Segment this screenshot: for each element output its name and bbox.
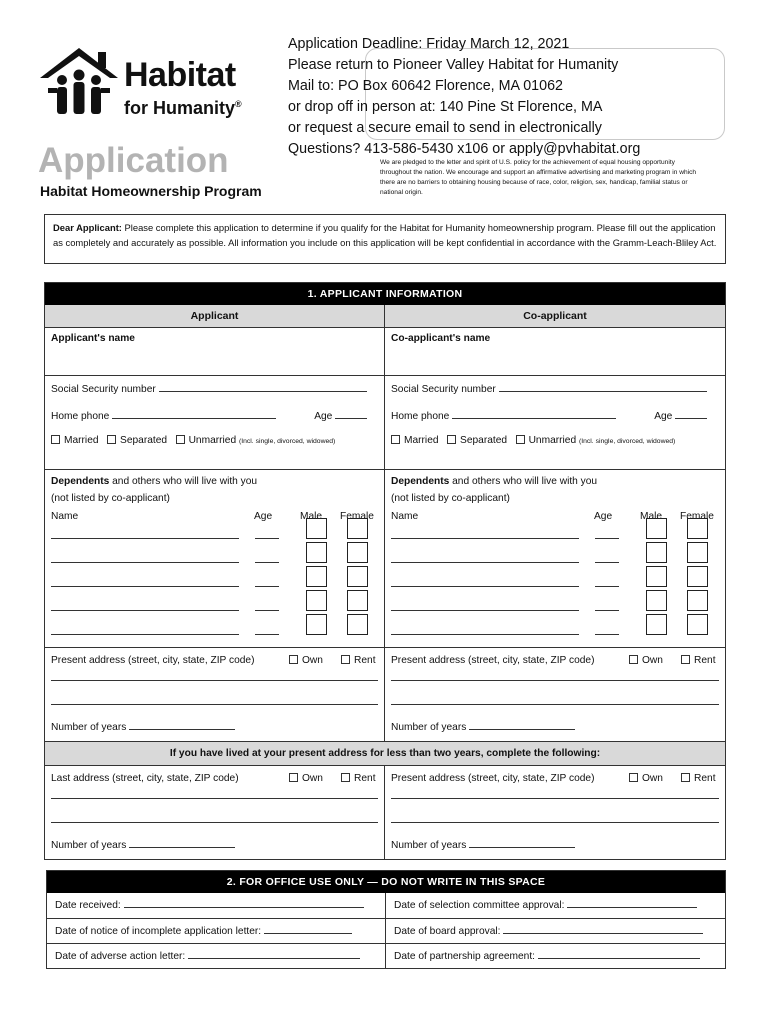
unmarried-label: Unmarried (188, 435, 237, 446)
applicant-dependents-table (51, 506, 378, 646)
dependent-female-checkbox[interactable] (347, 566, 368, 587)
married-label: Married (64, 435, 99, 446)
dependent-male-checkbox[interactable] (646, 566, 667, 587)
applicant-age-label: Age (314, 411, 333, 422)
dependent-female-checkbox[interactable] (687, 542, 708, 563)
date-notice-label: Date of notice of incomplete application letter: (55, 926, 262, 937)
dependent-name-input[interactable] (391, 562, 579, 563)
years-label: Number of years (391, 840, 467, 851)
page-subtitle: Habitat Homeownership Program (40, 183, 262, 199)
unmarried-label: Unmarried (528, 435, 577, 446)
rent-label: Rent (694, 655, 716, 666)
rent-label: Rent (354, 655, 376, 666)
dependent-male-checkbox[interactable] (646, 518, 667, 539)
dep-age-header: Age (254, 511, 273, 522)
dependent-name-input[interactable] (391, 634, 579, 635)
separated-label: Separated (460, 435, 508, 446)
coapplicant-last-own-checkbox[interactable] (629, 773, 638, 782)
applicant-present-address (45, 648, 385, 741)
dep-female-header: Female (340, 511, 374, 522)
dependent-age-input[interactable] (255, 586, 279, 587)
present-address-label: Present address (street, city, state, ZIP code) (391, 655, 595, 666)
return-line: Please return to Pioneer Valley Habitat for Humanity (288, 57, 619, 73)
coapplicant-dependents (385, 470, 725, 647)
applicant-own-checkbox[interactable] (289, 655, 298, 664)
own-label: Own (642, 655, 663, 666)
dependent-name-input[interactable] (51, 538, 239, 539)
dep-age-header: Age (594, 511, 613, 522)
date-adverse-label: Date of adverse action letter: (55, 951, 186, 962)
dependent-age-input[interactable] (255, 538, 279, 539)
dependent-name-input[interactable] (391, 586, 579, 587)
intro-box (44, 214, 726, 264)
dependents-note: (not listed by co-applicant) (51, 493, 170, 504)
date-board-input[interactable] (503, 924, 703, 934)
applicant-dependents (45, 470, 385, 647)
dependent-female-checkbox[interactable] (687, 590, 708, 611)
applicant-unmarried-checkbox[interactable] (176, 435, 185, 444)
dep-name-header: Name (51, 511, 79, 522)
dependent-female-checkbox[interactable] (347, 590, 368, 611)
rent-label: Rent (354, 773, 376, 784)
own-label: Own (302, 773, 323, 784)
applicant-ssn-input[interactable] (159, 382, 367, 392)
contact-info (288, 34, 640, 160)
dependent-name-input[interactable] (391, 610, 579, 611)
present-address-label: Present address (street, city, state, ZIP code) (51, 655, 255, 666)
dependent-name-input[interactable] (51, 634, 239, 635)
coapplicant-last-rent-checkbox[interactable] (681, 773, 690, 782)
coapplicant-years-input[interactable] (469, 720, 575, 730)
coapplicant-age-input[interactable] (675, 409, 707, 419)
coapplicant-unmarried-checkbox[interactable] (516, 435, 525, 444)
coapplicant-present-address (385, 648, 725, 741)
coapplicant-name-label: Co-applicant's name (391, 333, 491, 344)
unmarried-note: (Incl. single, divorced, widowed) (238, 438, 336, 445)
married-label: Married (404, 435, 439, 446)
dep-male-header: Male (640, 511, 663, 522)
deadline-line: Application Deadline: Friday March 12, 2021 (288, 36, 570, 52)
applicant-basic-info (45, 376, 385, 469)
date-received-input[interactable] (124, 898, 364, 908)
applicant-age-input[interactable] (335, 409, 367, 419)
dependents-label: Dependents (391, 476, 450, 487)
dependent-age-input[interactable] (255, 610, 279, 611)
house-people-icon (38, 44, 120, 116)
applicant-last-rent-checkbox[interactable] (341, 773, 350, 782)
dropoff-line: or drop off in person at: 140 Pine St Florence, MA (288, 99, 603, 115)
dep-name-header: Name (391, 511, 419, 522)
address-line[interactable] (51, 822, 378, 823)
dependent-male-checkbox[interactable] (306, 590, 327, 611)
applicant-ssn-label: Social Security number (51, 384, 156, 395)
applicant-name-field[interactable] (45, 328, 385, 375)
dependent-age-input[interactable] (595, 610, 619, 611)
dependent-male-checkbox[interactable] (646, 590, 667, 611)
applicant-phone-label: Home phone (51, 411, 110, 422)
rent-label: Rent (694, 773, 716, 784)
dependent-female-checkbox[interactable] (347, 542, 368, 563)
applicant-name-label: Applicant's name (51, 333, 135, 344)
dependent-male-checkbox[interactable] (306, 614, 327, 635)
applicant-column-header: Applicant (45, 305, 385, 327)
dependent-female-checkbox[interactable] (687, 566, 708, 587)
applicant-last-years-input[interactable] (129, 838, 235, 848)
applicant-married-checkbox[interactable] (51, 435, 60, 444)
coapplicant-column-header: Co-applicant (385, 305, 725, 327)
dependent-male-checkbox[interactable] (306, 566, 327, 587)
last-address-label: Last address (street, city, state, ZIP code) (51, 773, 239, 784)
applicant-rent-checkbox[interactable] (341, 655, 350, 664)
address-line[interactable] (391, 680, 719, 681)
address-line[interactable] (391, 704, 719, 705)
dependent-male-checkbox[interactable] (306, 518, 327, 539)
own-label: Own (302, 655, 323, 666)
less-than-two-years-notice: If you have lived at your present address for less than two years, complete the following: (45, 741, 725, 765)
dependents-label-rest: and others who will live with you (449, 476, 598, 487)
coapplicant-ssn-input[interactable] (499, 382, 707, 392)
dependents-note: (not listed by co-applicant) (391, 493, 510, 504)
email-request-line: or request a secure email to send in electronically (288, 120, 602, 136)
applicant-separated-checkbox[interactable] (107, 435, 116, 444)
coapplicant-basic-info (385, 376, 725, 469)
dependent-male-checkbox[interactable] (306, 542, 327, 563)
dependent-age-input[interactable] (595, 538, 619, 539)
years-label: Number of years (51, 840, 127, 851)
date-selection-label: Date of selection committee approval: (394, 900, 565, 911)
section-office-use (46, 870, 726, 969)
section2-header: 2. FOR OFFICE USE ONLY — DO NOT WRITE IN THIS SPACE (47, 871, 725, 893)
applicant-years-input[interactable] (129, 720, 235, 730)
unmarried-note: (Incl. single, divorced, widowed) (578, 438, 676, 445)
coapplicant-last-address (385, 766, 725, 859)
dependent-age-input[interactable] (255, 634, 279, 635)
coapplicant-age-label: Age (654, 411, 673, 422)
dependent-female-checkbox[interactable] (687, 614, 708, 635)
logo-word-habitat: Habitat (124, 56, 236, 94)
coapplicant-rent-checkbox[interactable] (681, 655, 690, 664)
dependent-name-input[interactable] (391, 538, 579, 539)
coapplicant-dependents-table (391, 506, 719, 646)
date-received-label: Date received: (55, 900, 121, 911)
dependent-male-checkbox[interactable] (646, 542, 667, 563)
dependent-age-input[interactable] (595, 562, 619, 563)
date-selection-input[interactable] (567, 898, 697, 908)
dep-male-header: Male (300, 511, 323, 522)
mail-line: Mail to: PO Box 60642 Florence, MA 01062 (288, 78, 563, 94)
dependent-name-input[interactable] (51, 610, 239, 611)
applicant-phone-input[interactable] (112, 409, 276, 419)
coapplicant-name-field[interactable] (385, 328, 725, 375)
years-label: Number of years (391, 722, 467, 733)
dependent-age-input[interactable] (595, 634, 619, 635)
separated-label: Separated (120, 435, 168, 446)
years-label: Number of years (51, 722, 127, 733)
coapplicant-married-checkbox[interactable] (391, 435, 400, 444)
dependents-label: Dependents (51, 476, 110, 487)
applicant-last-own-checkbox[interactable] (289, 773, 298, 782)
dependents-label-rest: and others who will live with you (109, 476, 258, 487)
date-notice-input[interactable] (264, 924, 352, 934)
address-line[interactable] (391, 798, 719, 799)
coapplicant-phone-input[interactable] (452, 409, 616, 419)
intro-text: Please complete this application to determine if you qualify for the Habitat for Humanity homeownership program. Please fill out the application as completely and accurately as possible. All information you include on this application will be kept confidential in accordance with the Gramm-Leach-Bliley Act. (53, 222, 717, 248)
date-partnership-label: Date of partnership agreement: (394, 951, 536, 962)
dependent-male-checkbox[interactable] (646, 614, 667, 635)
intro-lead: Dear Applicant: (53, 222, 122, 233)
dependent-female-checkbox[interactable] (347, 614, 368, 635)
date-partnership-input[interactable] (538, 949, 700, 959)
address-line[interactable] (391, 822, 719, 823)
date-board-label: Date of board approval: (394, 926, 501, 937)
own-label: Own (642, 773, 663, 784)
questions-line: Questions? 413-586-5430 x106 or apply@pvhabitat.org (288, 141, 641, 157)
dependent-name-input[interactable] (51, 586, 239, 587)
coapplicant-ssn-label: Social Security number (391, 384, 496, 395)
applicant-last-address (45, 766, 385, 859)
present-address-label: Present address (street, city, state, ZIP code) (391, 773, 595, 784)
dependent-age-input[interactable] (255, 562, 279, 563)
page-title: Application (38, 141, 229, 180)
coapplicant-phone-label: Home phone (391, 411, 450, 422)
dep-female-header: Female (680, 511, 714, 522)
section-applicant-information (44, 282, 726, 860)
logo-word-for-humanity: for Humanity® (124, 98, 242, 118)
equal-housing-pledge: We are pledged to the letter and spirit of U.S. policy for the achievement of equal housing opportunity throughout the nation. We encourage and support an affirmative advertising and marketing program in which there are no barriers to obtaining housing because of race, color, religion, sex, handicap, familial status or national origin. (380, 159, 697, 196)
section1-header: 1. APPLICANT INFORMATION (45, 283, 725, 305)
dependent-name-input[interactable] (51, 562, 239, 563)
address-line[interactable] (51, 680, 378, 681)
address-line[interactable] (51, 798, 378, 799)
dependent-female-checkbox[interactable] (347, 518, 368, 539)
coapplicant-own-checkbox[interactable] (629, 655, 638, 664)
date-adverse-input[interactable] (188, 949, 360, 959)
dependent-female-checkbox[interactable] (687, 518, 708, 539)
coapplicant-last-years-input[interactable] (469, 838, 575, 848)
dependent-age-input[interactable] (595, 586, 619, 587)
coapplicant-separated-checkbox[interactable] (447, 435, 456, 444)
address-line[interactable] (51, 704, 378, 705)
habitat-logo (38, 44, 248, 118)
